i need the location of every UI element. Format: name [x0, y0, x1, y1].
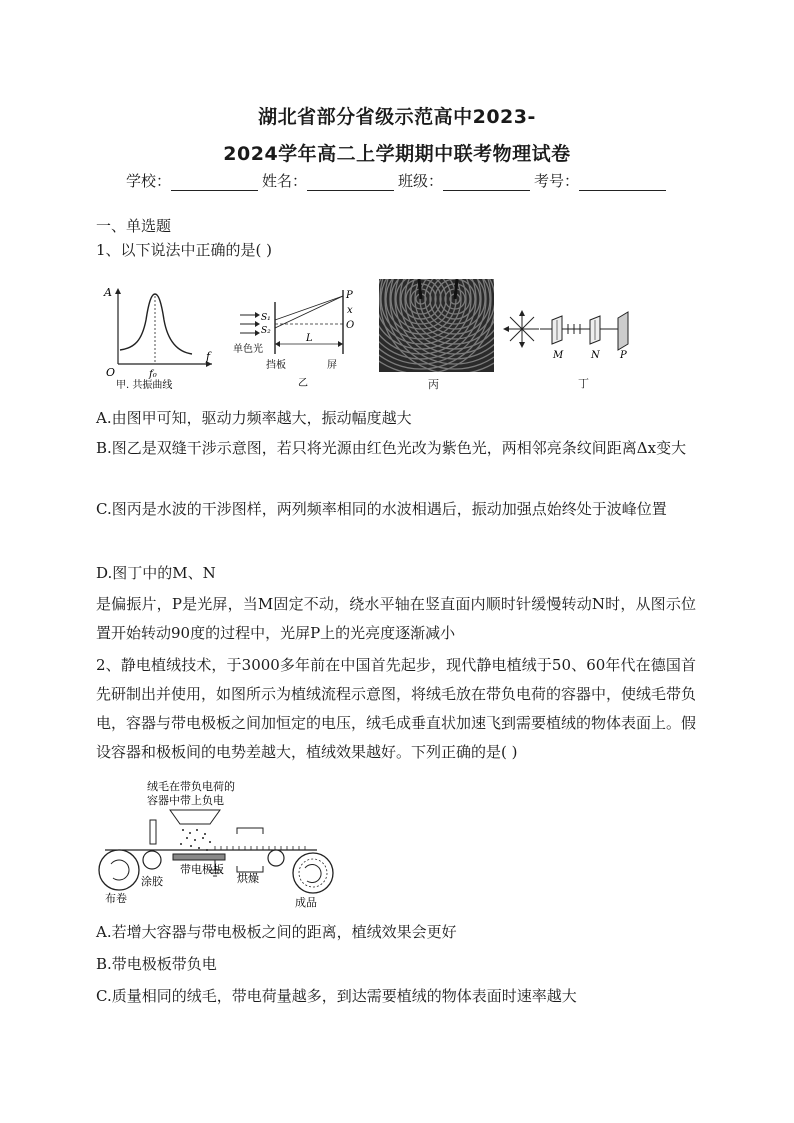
plate-label: 带电极板 — [180, 863, 224, 876]
yi-x-label: x — [347, 305, 353, 316]
bing-interference-pattern — [379, 279, 494, 372]
q1-option-a: A.由图甲可知，驱动力频率越大，振动幅度越大 — [96, 409, 412, 427]
figure-ding-polarizers — [500, 306, 640, 366]
container-label-line-1: 绒毛在带负电荷的 — [147, 780, 235, 793]
figure-bing-photo — [379, 279, 494, 372]
q2-option-a: A.若增大容器与带电极板之间的距离，植绒效果会更好 — [96, 923, 457, 941]
figure-flocking-process — [95, 778, 345, 913]
ding-m-label: M — [553, 350, 564, 361]
yi-o-label: O — [346, 320, 355, 331]
ding-caption: 丁 — [578, 377, 589, 390]
title-line-1: 湖北省部分省级示范高中2023- — [258, 106, 536, 128]
name-blank[interactable] — [307, 174, 394, 191]
jia-y-axis-label: A — [104, 286, 112, 299]
class-label: 班级： — [398, 172, 444, 190]
ding-p-label: P — [620, 350, 627, 361]
q2-option-c: C.质量相同的绒毛，带电荷量越多，到达需要植绒的物体表面时速率越大 — [96, 987, 577, 1005]
q1-stem: 1、以下说法中正确的是( ) — [96, 241, 273, 259]
jia-origin-label: O — [106, 366, 116, 379]
yi-p-label: P — [346, 290, 353, 301]
q1-option-b: B.图乙是双缝干涉示意图，若只将光源由红色光改为紫色光，两相邻亮条纹间距离Δx变大 — [96, 439, 687, 457]
dry-label: 烘燥 — [237, 872, 259, 885]
bing-caption: 丙 — [428, 378, 439, 391]
product-label: 成品 — [295, 896, 317, 909]
title-line-2: 2024学年高二上学期期中联考物理试卷 — [223, 143, 571, 165]
yi-baffle-label: 挡板 — [266, 360, 286, 371]
yi-s1-label: S₁ — [261, 313, 271, 323]
exam-number-blank[interactable] — [579, 174, 666, 191]
q1-option-d-line-2: 是偏振片，P是光屏，当M固定不动，绕水平轴在竖直面内顺时针缓慢转动N时，从图示位置开始转动90度的过程中，光屏P上的光亮度逐渐减小 — [96, 595, 696, 642]
yi-screen-label: 屏 — [327, 360, 337, 371]
school-label: 学校： — [126, 172, 172, 190]
q2-option-b: B.带电极板带负电 — [96, 955, 217, 973]
cloth-label: 布卷 — [105, 892, 127, 905]
yi-s2-label: S₂ — [261, 326, 271, 336]
student-info-row — [126, 170, 670, 191]
yi-l-label: L — [306, 333, 313, 344]
exam-number-label: 考号： — [534, 172, 580, 190]
container-label-line-2: 容器中带上负电 — [147, 794, 224, 807]
glue-label: 涂胶 — [141, 875, 163, 888]
jia-caption: 甲. 共振曲线 — [116, 380, 173, 390]
jia-f0-label: f₀ — [149, 369, 157, 380]
yi-caption: 乙 — [298, 378, 308, 389]
jia-x-axis-label: f — [206, 350, 211, 363]
q2-stem: 2、静电植绒技术，于3000多年前在中国首先起步，现代静电植绒于50、60年代在德国首先研制出并使用，如图所示为植绒流程示意图，将绒毛放在带负电荷的容器中，使绒毛带负电，容器与带电极板之间加恒定的电压，绒毛成垂直状加速飞到需要植绒的物体表面上。假设容器和极板间的电势差越大，植绒效果越好。下列正确的是( ) — [96, 656, 697, 761]
section-title: 一、单选题 — [96, 217, 172, 235]
yi-light-label: 单色光 — [233, 344, 263, 355]
figure-jia-resonance-curve — [100, 280, 220, 390]
class-blank[interactable] — [443, 174, 530, 191]
school-blank[interactable] — [171, 174, 258, 191]
ding-n-label: N — [591, 350, 600, 361]
q1-option-d-line-1: D.图丁中的M、N — [96, 564, 216, 582]
q1-option-c: C.图丙是水波的干涉图样，两列频率相同的水波相遇后，振动加强点始终处于波峰位置 — [96, 500, 667, 518]
name-label: 姓名： — [262, 172, 308, 190]
figure-yi-double-slit — [228, 282, 363, 392]
